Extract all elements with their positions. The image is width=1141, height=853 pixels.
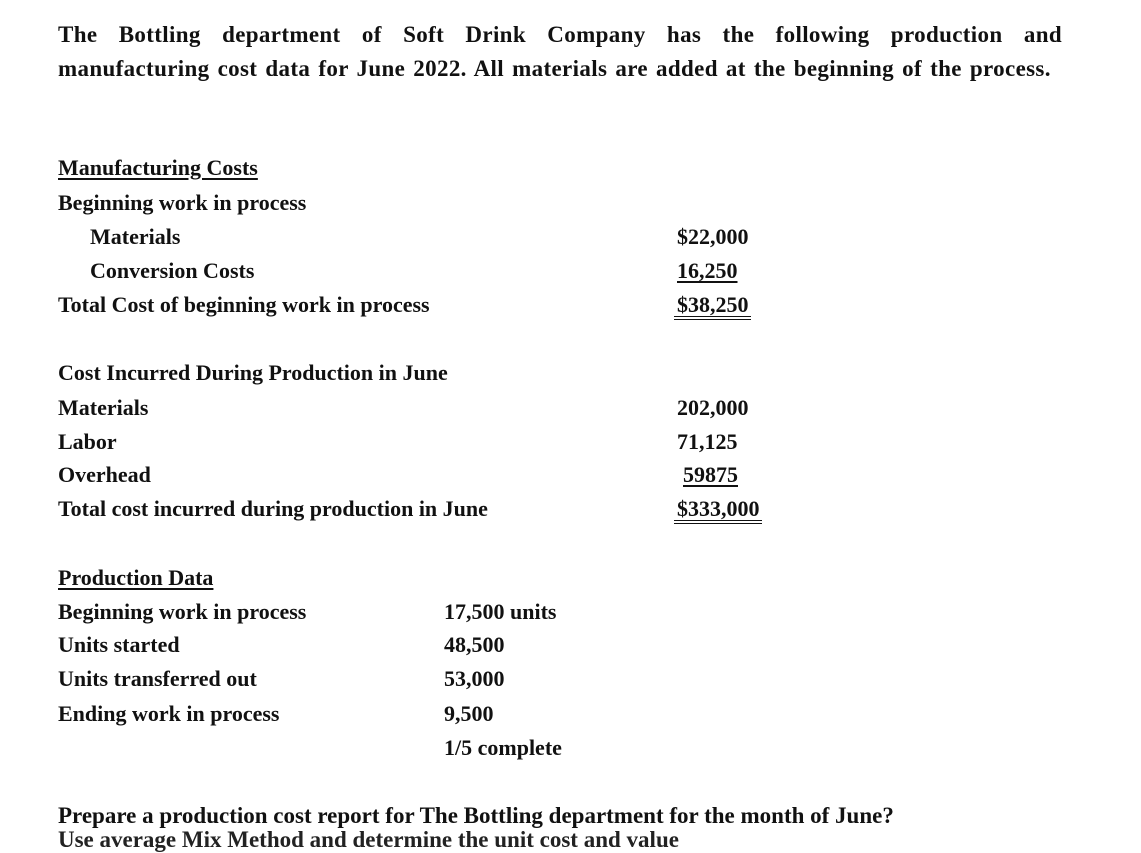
intro-paragraph: The Bottling department of Soft Drink Company has the following production and manufacturing cost data for June 2022. All materials are added at the beginning of the process. [58, 22, 1062, 81]
conversion-costs-label: Conversion Costs [90, 258, 255, 283]
ending-completion: 1/5 complete [444, 735, 562, 760]
cost-incurred-heading: Cost Incurred During Production in June [58, 360, 448, 385]
production-row-label: Beginning work in process [58, 599, 307, 624]
cut-off-line: Use average Mix Method and determine the unit cost and value [58, 827, 679, 852]
production-row-label: Units transferred out [58, 666, 257, 691]
labor-value: 71,125 [677, 429, 738, 454]
beginning-materials-value: $22,000 [677, 224, 749, 249]
overhead-label: Overhead [58, 462, 151, 487]
overhead-value: 59875 [683, 462, 738, 487]
production-data-heading: Production Data [58, 565, 214, 590]
production-row-value: 48,500 [444, 632, 505, 657]
production-row-label: Units started [58, 632, 180, 657]
production-row-value: 9,500 [444, 701, 494, 726]
production-row-value: 17,500 units [444, 599, 557, 624]
beginning-materials-label: Materials [90, 224, 181, 249]
production-row-value: 53,000 [444, 666, 505, 691]
incurred-total-value: $333,000 [674, 498, 762, 524]
production-row-label: Ending work in process [58, 701, 280, 726]
beginning-wip-label: Beginning work in process [58, 190, 307, 215]
manufacturing-costs-heading: Manufacturing Costs [58, 155, 258, 180]
incurred-total-label: Total cost incurred during production in June [58, 496, 488, 521]
labor-label: Labor [58, 429, 117, 454]
beginning-wip-total-value: $38,250 [674, 294, 751, 320]
conversion-costs-value: 16,250 [677, 258, 738, 283]
question-text: Prepare a production cost report for The Bottling department for the month of June? [58, 803, 894, 828]
beginning-wip-total-label: Total Cost of beginning work in process [58, 292, 430, 317]
incurred-materials-label: Materials [58, 395, 149, 420]
incurred-materials-value: 202,000 [677, 395, 749, 420]
